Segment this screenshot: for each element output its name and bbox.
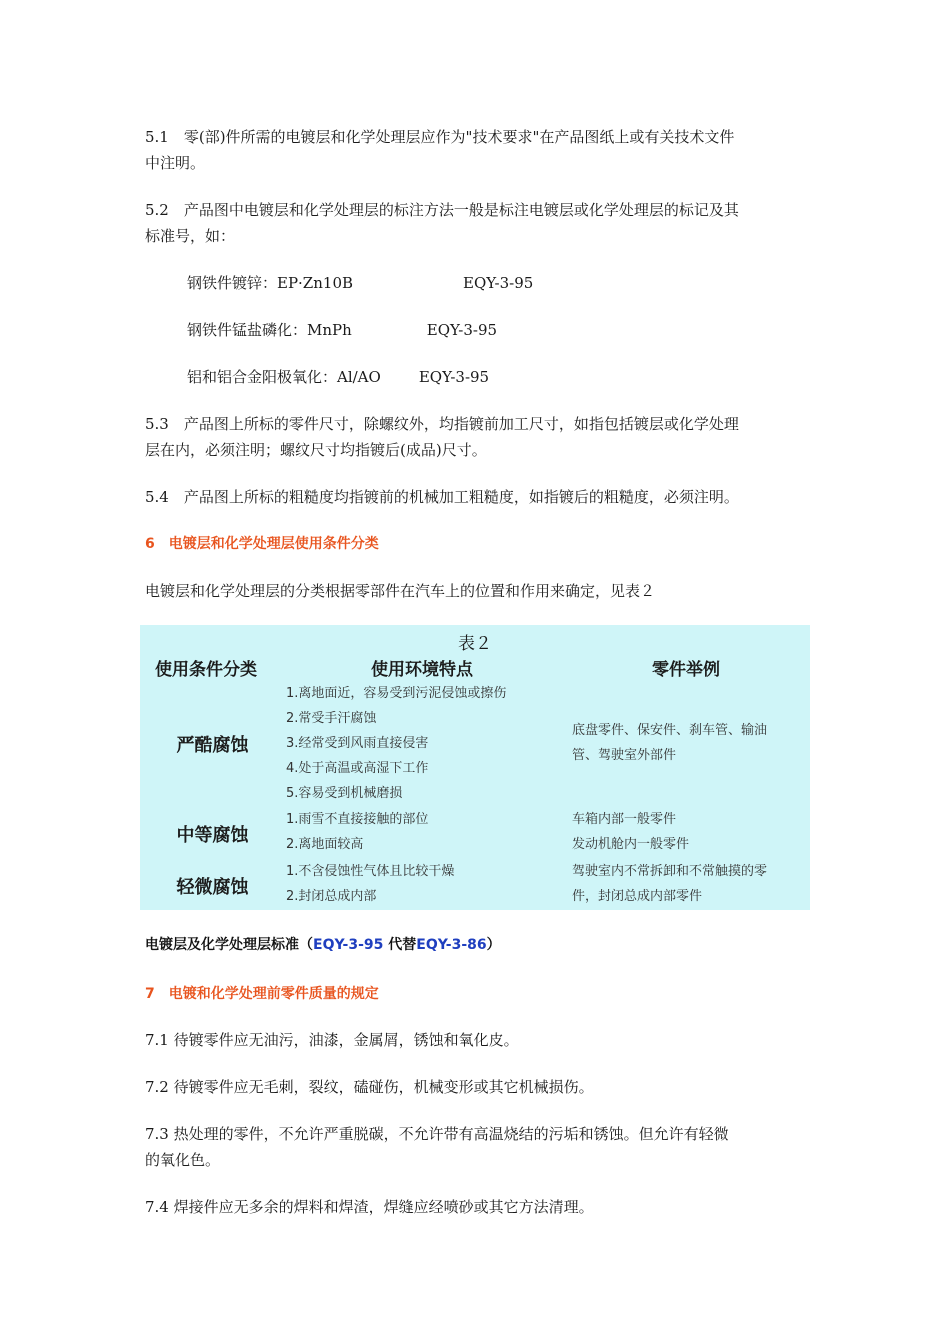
section-6-intro: 电镀层和化学处理层的分类根据零部件在汽车上的位置和作用来确定，见表２ [145, 582, 656, 600]
category-moderate: 中等腐蚀 [176, 825, 249, 846]
para-5-2: 5.2 产品图中电镀层和化学处理层的标注方法一般是标注电镀层或化学处理层的标记及其 标准号，如： [145, 201, 739, 245]
para-7-4: 7.4 焊接件应无多余的焊料和焊渣，焊缝应经喷砂或其它方法清理。 [145, 1198, 594, 1216]
example-zinc: 钢铁件镀锌：EP·Zn10B EQY-3-95 [187, 274, 534, 292]
list-item: 2.离地面较高 [286, 837, 364, 852]
para-7-2: 7.2 待镀零件应无毛刺，裂纹，磕碰伤，机械变形或其它机械损伤。 [145, 1078, 594, 1096]
env-list-mild [286, 859, 454, 909]
para-5-4: 5.4 产品图上所标的粗糙度均指镀前的机械加工粗糙度，如指镀后的粗糙度，必须注明。 [145, 488, 739, 506]
parts-mild: 驾驶室内不常拆卸和不常触摸的零 件，封闭总成内部零件 [572, 864, 768, 904]
list-item: 2.常受手汗腐蚀 [286, 711, 377, 726]
header-parts: 零件举例 [652, 660, 720, 680]
section-7-heading: 7 电镀和化学处理前零件质量的规定 [145, 986, 379, 1002]
table-caption: 表２ [458, 634, 492, 654]
header-environment: 使用环境特点 [371, 660, 473, 680]
example-phosphate: 钢铁件锰盐磷化：MnPh EQY-3-95 [187, 321, 498, 339]
para-7-3: 7.3 热处理的零件，不允许严重脱碳，不允许带有高温烧结的污垢和锈蚀。但允许有轻微 的氧化色。 [145, 1125, 729, 1169]
env-list-moderate [286, 807, 428, 857]
env-list-severe [286, 681, 506, 806]
list-item: 1.不含侵蚀性气体且比较干燥 [286, 864, 455, 879]
list-item: 5.容易受到机械磨损 [286, 786, 403, 801]
standard-link-replaced[interactable]: EQY-3-86 [416, 937, 487, 953]
category-mild: 轻微腐蚀 [176, 877, 249, 898]
parts-moderate: 车箱内部一般零件 发动机舱内一般零件 [572, 812, 690, 852]
para-5-3: 5.3 产品图上所标的零件尺寸，除螺纹外，均指镀前加工尺寸，如指包括镀层或化学处理 层在内，必须注明；螺纹尺寸均指镀后(成品)尺寸。 [145, 415, 739, 459]
list-item: 1.离地面近，容易受到污泥侵蚀或擦伤 [286, 686, 507, 701]
standard-link-current[interactable]: EQY-3-95 [313, 937, 384, 953]
parts-severe: 底盘零件、保安件、刹车管、输油 管、驾驶室外部件 [572, 723, 768, 763]
list-item: 3.经常受到风雨直接侵害 [286, 736, 429, 751]
example-anodize: 铝和铝合金阳极氧化：Al/AO EQY-3-95 [187, 368, 490, 386]
para-5-1: 5.1 零(部)件所需的电镀层和化学处理层应作为"技术要求"在产品图纸上或有关技术文件 中注明。 [145, 128, 735, 172]
category-severe: 严酷腐蚀 [176, 735, 249, 756]
header-category: 使用条件分类 [155, 660, 257, 680]
list-item: 4.处于高温或高湿下工作 [286, 761, 429, 776]
standard-reference: 电镀层及化学处理层标准（EQY-3-95 代替EQY-3-86） [145, 937, 501, 953]
list-item: 2.封闭总成内部 [286, 889, 377, 904]
para-7-1: 7.1 待镀零件应无油污，油漆，金属屑，锈蚀和氧化皮。 [145, 1031, 519, 1049]
list-item: 1.雨雪不直接接触的部位 [286, 812, 429, 827]
section-6-heading: 6 电镀层和化学处理层使用条件分类 [145, 536, 379, 552]
usage-condition-table [140, 625, 810, 910]
